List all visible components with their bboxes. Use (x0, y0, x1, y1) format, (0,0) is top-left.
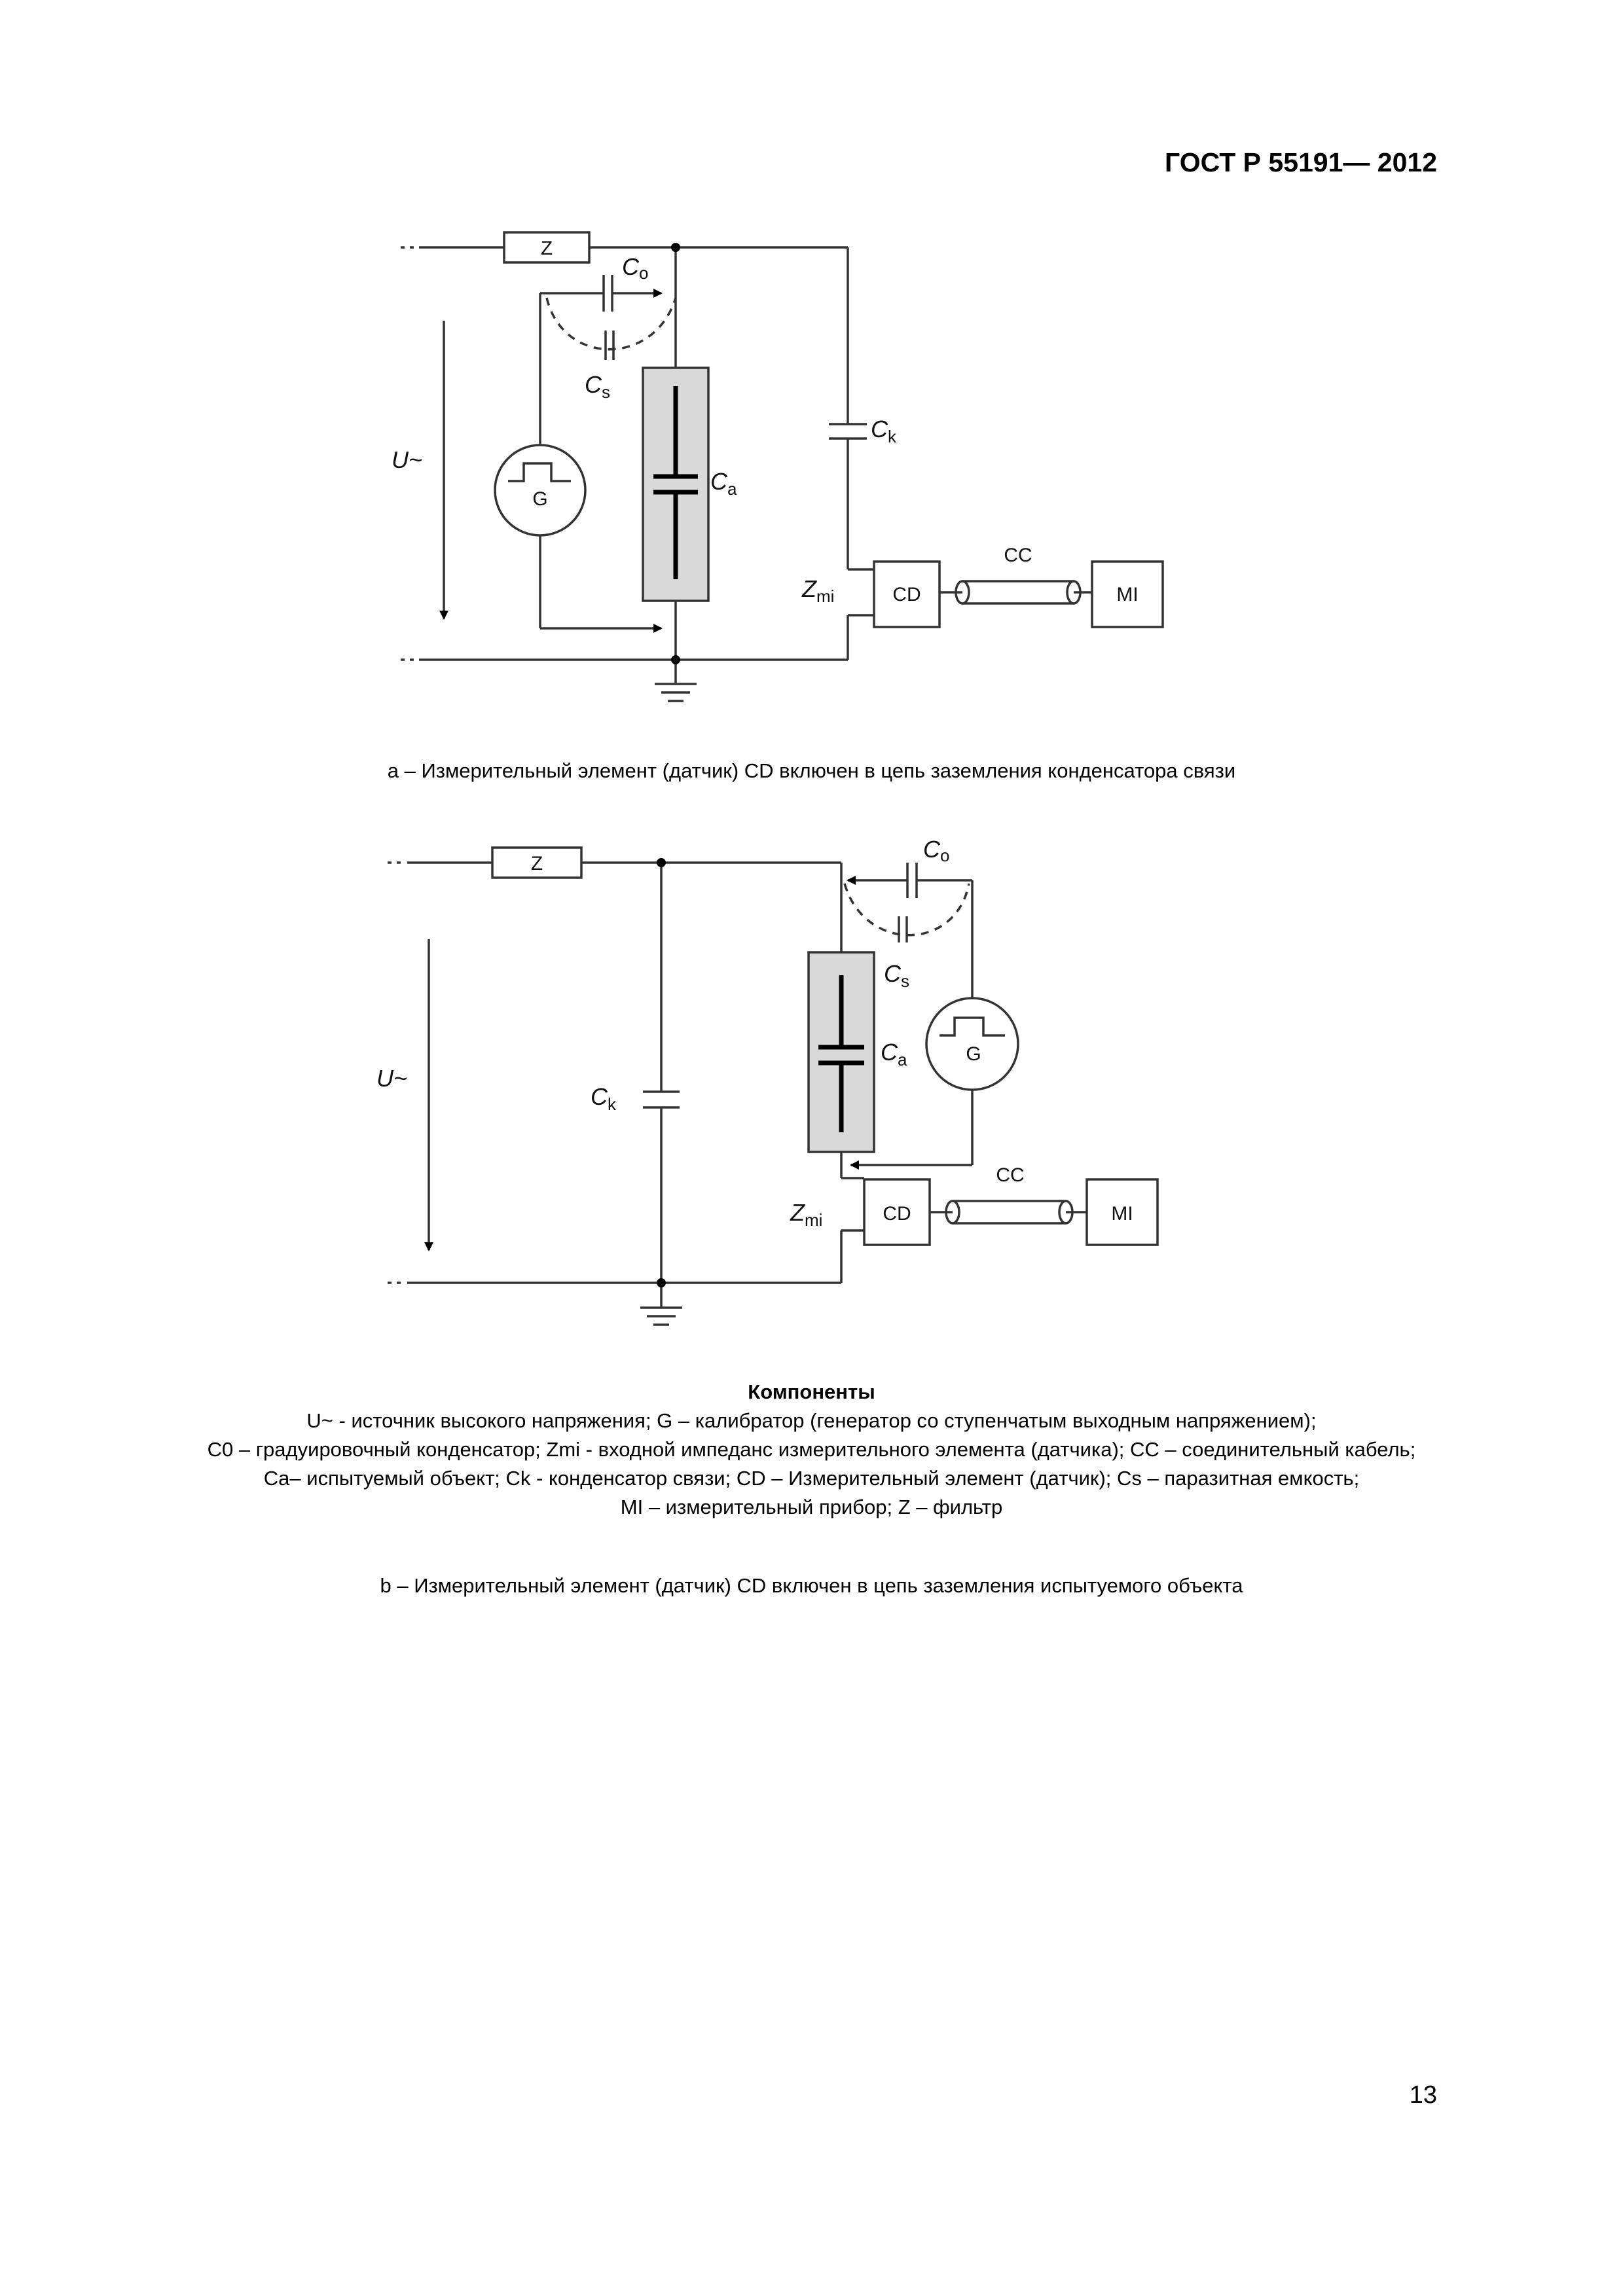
cc-label-a: CC (1004, 545, 1032, 566)
svg-text:Co (923, 836, 949, 865)
ck-sub-a: k (888, 427, 896, 446)
cs-label-b: C (884, 960, 901, 987)
cs-sub-b: s (901, 971, 909, 991)
u-label-b: U~ (376, 1065, 408, 1092)
svg-text:Cs (884, 960, 909, 991)
ca-label-a: C (710, 468, 727, 495)
svg-text:Co (622, 253, 648, 283)
cs-sub-a: s (602, 382, 610, 402)
svg-text:Ck (871, 416, 897, 446)
svg-text:Ca (710, 468, 737, 499)
circuit-diagram-a (0, 0, 1623, 753)
zmi-label-b: Z (790, 1199, 805, 1226)
document-header: ГОСТ Р 55191— 2012 (1165, 147, 1437, 177)
components-legend (0, 1378, 1623, 1522)
svg-text:Zmi (801, 575, 834, 606)
co-label-b: C (923, 836, 940, 863)
svg-text:Zmi (790, 1199, 822, 1230)
ck-label-b: C (591, 1083, 608, 1110)
legend-title: Компоненты (748, 1380, 875, 1403)
u-label-a: U~ (392, 446, 423, 473)
cc-label-b: CC (996, 1164, 1025, 1186)
g-label-a: G (532, 488, 548, 510)
svg-text:Ck (591, 1083, 617, 1114)
mi-box-label-a: MI (1116, 584, 1139, 605)
ca-label-b: C (881, 1039, 898, 1066)
mi-box-label-b: MI (1111, 1203, 1133, 1225)
cd-label-a: CD (892, 584, 921, 605)
circuit-diagram-b (0, 818, 1623, 1342)
cd-label-b: CD (883, 1203, 911, 1225)
co-sub-b: o (940, 846, 950, 865)
page-number: 13 (1409, 2081, 1437, 2109)
ca-sub-b: a (898, 1050, 907, 1069)
zmi-sub-a: mi (816, 586, 835, 606)
co-sub-a: o (639, 263, 649, 283)
zmi-sub-b: mi (805, 1210, 823, 1230)
zmi-label-a: Z (802, 575, 816, 602)
ca-sub-a: a (727, 479, 737, 499)
caption-b: b – Измерительный элемент (датчик) CD включен в цепь заземления испытуемого объекта (380, 1574, 1243, 1597)
legend-line: U~ - источник высокого напряжения; G – калибратор (генератор со ступенчатым выходным напряжением); (306, 1409, 1317, 1432)
svg-text:Cs (585, 371, 610, 402)
cs-label-a: C (585, 371, 602, 398)
ck-label-a: C (871, 416, 888, 442)
g-label-b: G (966, 1043, 981, 1065)
z-label-a: Z (540, 238, 553, 259)
z-label-b: Z (530, 853, 543, 874)
caption-a: a – Измерительный элемент (датчик) CD включен в цепь заземления конденсатора связи (387, 759, 1236, 782)
ck-sub-b: k (608, 1094, 616, 1114)
legend-line: Ca– испытуемый объект; Ck - конденсатор связи; CD – Измерительный элемент (датчик); Cs – паразитная емкость; (263, 1467, 1360, 1490)
legend-line: MI – измерительный прибор; Z – фильтр (620, 1496, 1003, 1518)
svg-text:Ca (881, 1039, 907, 1069)
legend-line: C0 – градуировочный конденсатор; Zmi - входной импеданс измерительного элемента (датчика); CC – соединительный кабель; (207, 1438, 1416, 1461)
co-label-a: C (622, 253, 639, 280)
